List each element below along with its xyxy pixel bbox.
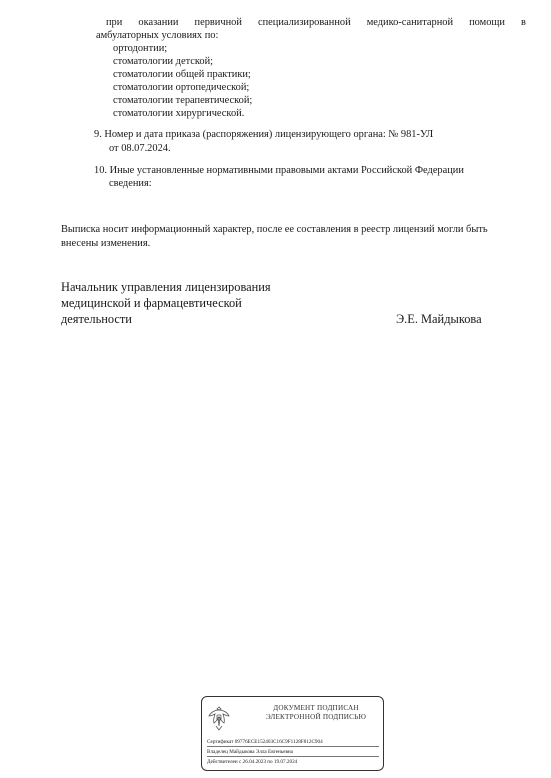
stamp-divider: [207, 756, 379, 757]
signer-title-line-3: деятельности: [61, 312, 132, 326]
stamp-title-line-1: ДОКУМЕНТ ПОДПИСАН: [273, 704, 359, 712]
stamp-title-line-2: ЭЛЕКТРОННОЙ ПОДПИСЬЮ: [265, 713, 367, 721]
intro-word: в: [521, 17, 526, 28]
item-10-line-1: 10. Иные установленные нормативными правовыми актами Российской Федерации: [94, 165, 464, 176]
specialty-item: ортодонтии;: [113, 43, 168, 54]
specialty-item: стоматологии ортопедической;: [113, 82, 250, 93]
intro-line-1: [106, 17, 526, 29]
signer-title-line-1: Начальник управления лицензирования: [61, 280, 271, 294]
intro-word: медико-санитарной: [366, 17, 454, 28]
specialty-item: стоматологии детской;: [113, 56, 214, 67]
stamp-validity: Действителен с 26.04.2023 по 19.07.2024: [207, 759, 298, 765]
item-10-line-2: сведения:: [109, 178, 152, 189]
coat-of-arms-icon: [207, 704, 231, 732]
note-line-2: внесены изменения.: [61, 238, 151, 249]
specialty-item: стоматологии терапевтической;: [113, 95, 253, 106]
note-line-1: Выписка носит информационный характер, после ее составления в реестр лицензий могли быть: [61, 224, 488, 235]
electronic-signature-stamp: [201, 696, 384, 771]
intro-word: оказании: [138, 17, 179, 28]
intro-word: первичной: [194, 17, 242, 28]
stamp-divider: [207, 746, 379, 747]
intro-line-2: амбулаторных условиях по:: [96, 30, 219, 41]
stamp-certificate: Сертификат 09776ECE152403C16C9F1128F812C904: [207, 739, 323, 745]
intro-word: при: [106, 17, 123, 28]
specialty-item: стоматологии общей практики;: [113, 69, 251, 80]
signer-title-line-2: медицинской и фармацевтической: [61, 296, 242, 310]
stamp-owner: Владелец Майдыкова Элла Евгеньевна: [207, 749, 293, 755]
signer-name: Э.Е. Майдыкова: [396, 312, 482, 326]
specialty-item: стоматологии хирургической.: [113, 108, 245, 119]
item-9-line-1: 9. Номер и дата приказа (распоряжения) лицензирующего органа: № 981-УЛ: [94, 129, 434, 140]
intro-word: специализированной: [257, 17, 351, 28]
item-9-line-2: от 08.07.2024.: [109, 143, 171, 154]
intro-word: помощи: [469, 17, 505, 28]
